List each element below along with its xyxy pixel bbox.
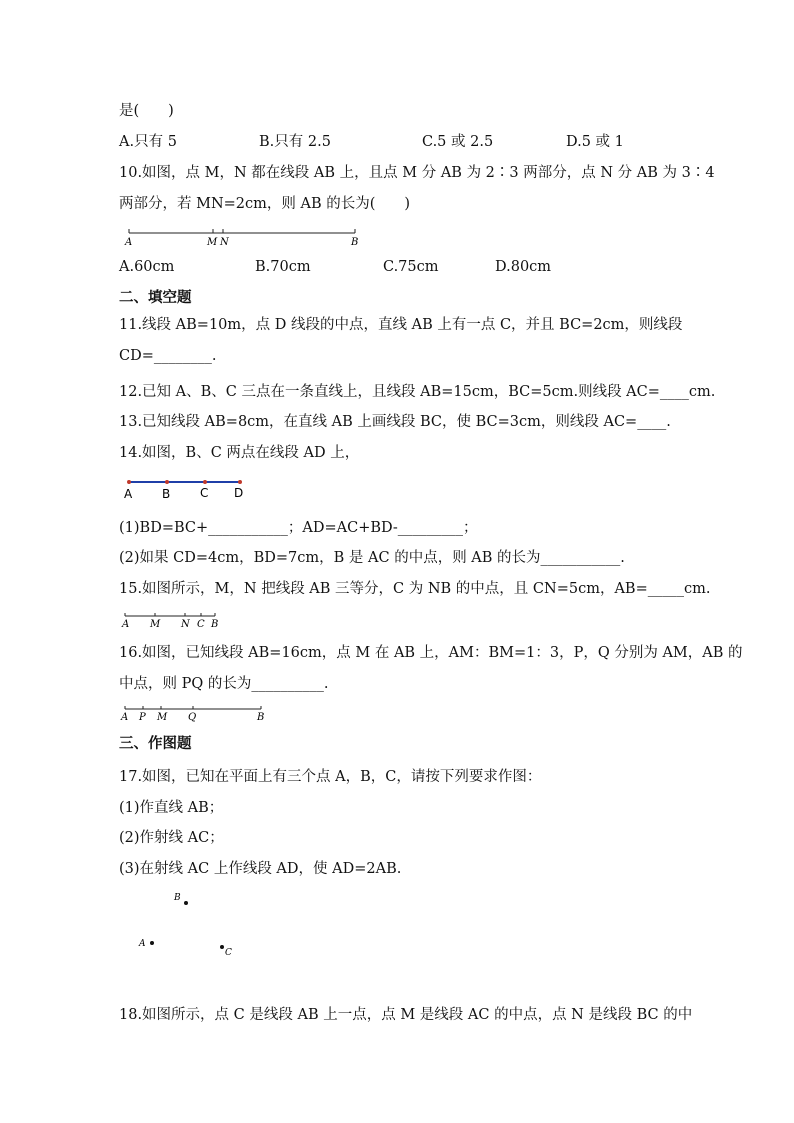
section-heading-drawing: 三、作图题 — [119, 736, 192, 752]
q12: 12.已知 A、B、C 三点在一条直线上，且线段 AB=15cm，BC=5cm.则线段 AC=____cm. — [119, 384, 716, 400]
q16-label-b: B — [257, 712, 265, 723]
q14-point-a — [127, 480, 131, 484]
q17-label-a: A — [139, 939, 146, 949]
q14-part1: (1)BD=BC+___________；AD=AC+BD-_________； — [119, 520, 478, 536]
q16-label-q: Q — [188, 712, 197, 723]
q14-label-b: B — [162, 487, 171, 501]
q14-label-a: A — [124, 487, 133, 501]
q10-label-a: A — [125, 237, 133, 248]
q9-tail: 是( ) — [119, 103, 174, 119]
q17-point-a — [150, 941, 154, 945]
q9-option-d: D.5 或 1 — [566, 134, 624, 150]
q17: 17.如图，已知在平面上有三个点 A，B，C，请按下列要求作图： — [119, 769, 542, 785]
q17-point-b — [184, 901, 188, 905]
q14: 14.如图，B、C 两点在线段 AD 上， — [119, 445, 360, 461]
q10-option-c: C.75cm — [383, 259, 439, 275]
q10-label-m: M — [207, 237, 218, 248]
q14-point-c — [203, 480, 207, 484]
q13: 13.已知线段 AB=8cm，在直线 AB 上画线段 BC，使 BC=3cm，则线段 AC=____. — [119, 414, 671, 430]
q15-label-c: C — [197, 619, 205, 630]
q17-label-b: B — [174, 893, 181, 903]
q15-label-b: B — [211, 619, 219, 630]
q10-label-n: N — [220, 237, 229, 248]
q17-figure — [130, 888, 250, 968]
q9-option-c: C.5 或 2.5 — [422, 134, 494, 150]
q10-line1: 10.如图，点 M，N 都在线段 AB 上，且点 M 分 AB 为 2∶3 两部分，点 N 分 AB 为 3∶4 — [119, 165, 715, 181]
q10-option-d: D.80cm — [495, 259, 552, 275]
q10-figure — [119, 226, 369, 248]
q15-label-m: M — [150, 619, 161, 630]
q16-figure — [119, 703, 279, 723]
q15-figure — [119, 610, 229, 630]
q17-part2: (2)作射线 AC； — [119, 830, 224, 846]
q17-label-c: C — [225, 948, 232, 958]
q10-line2: 两部分，若 MN=2cm，则 AB 的长为( ) — [119, 196, 411, 212]
q11-line2: CD=________. — [119, 348, 217, 364]
q16-line2: 中点，则 PQ 的长为__________. — [119, 676, 329, 692]
q16-label-a: A — [121, 712, 129, 723]
q14-label-c: C — [200, 486, 209, 500]
q10-option-b: B.70cm — [255, 259, 311, 275]
q14-part2: (2)如果 CD=4cm，BD=7cm，B 是 AC 的中点，则 AB 的长为___________. — [119, 550, 625, 566]
q14-figure — [119, 473, 259, 503]
q16-label-m: M — [157, 712, 168, 723]
q9-option-b: B.只有 2.5 — [259, 134, 331, 150]
q15: 15.如图所示，M，N 把线段 AB 三等分，C 为 NB 的中点，且 CN=5cm，AB=_____cm. — [119, 581, 711, 597]
q15-label-a: A — [122, 619, 130, 630]
q10-label-b: B — [351, 237, 359, 248]
section-heading-fill-in: 二、填空题 — [119, 290, 192, 306]
q10-option-a: A.60cm — [119, 259, 175, 275]
q14-point-d — [238, 480, 242, 484]
q18: 18.如图所示，点 C 是线段 AB 上一点，点 M 是线段 AC 的中点，点 N 是线段 BC 的中 — [119, 1007, 693, 1023]
q9-option-a: A.只有 5 — [119, 134, 177, 150]
q15-label-n: N — [181, 619, 190, 630]
q16-label-p: P — [139, 712, 146, 723]
q14-label-d: D — [234, 486, 244, 500]
q17-part1: (1)作直线 AB； — [119, 800, 224, 816]
q17-point-c — [220, 945, 224, 949]
q14-point-b — [165, 480, 169, 484]
q16-line1: 16.如图，已知线段 AB=16cm，点 M 在 AB 上，AM：BM=1：3，P，Q 分别为 AM，AB 的 — [119, 645, 743, 661]
q11-line1: 11.线段 AB=10m，点 D 线段的中点，直线 AB 上有一点 C，并且 BC=2cm，则线段 — [119, 317, 683, 333]
q17-part3: (3)在射线 AC 上作线段 AD，使 AD=2AB. — [119, 861, 402, 877]
